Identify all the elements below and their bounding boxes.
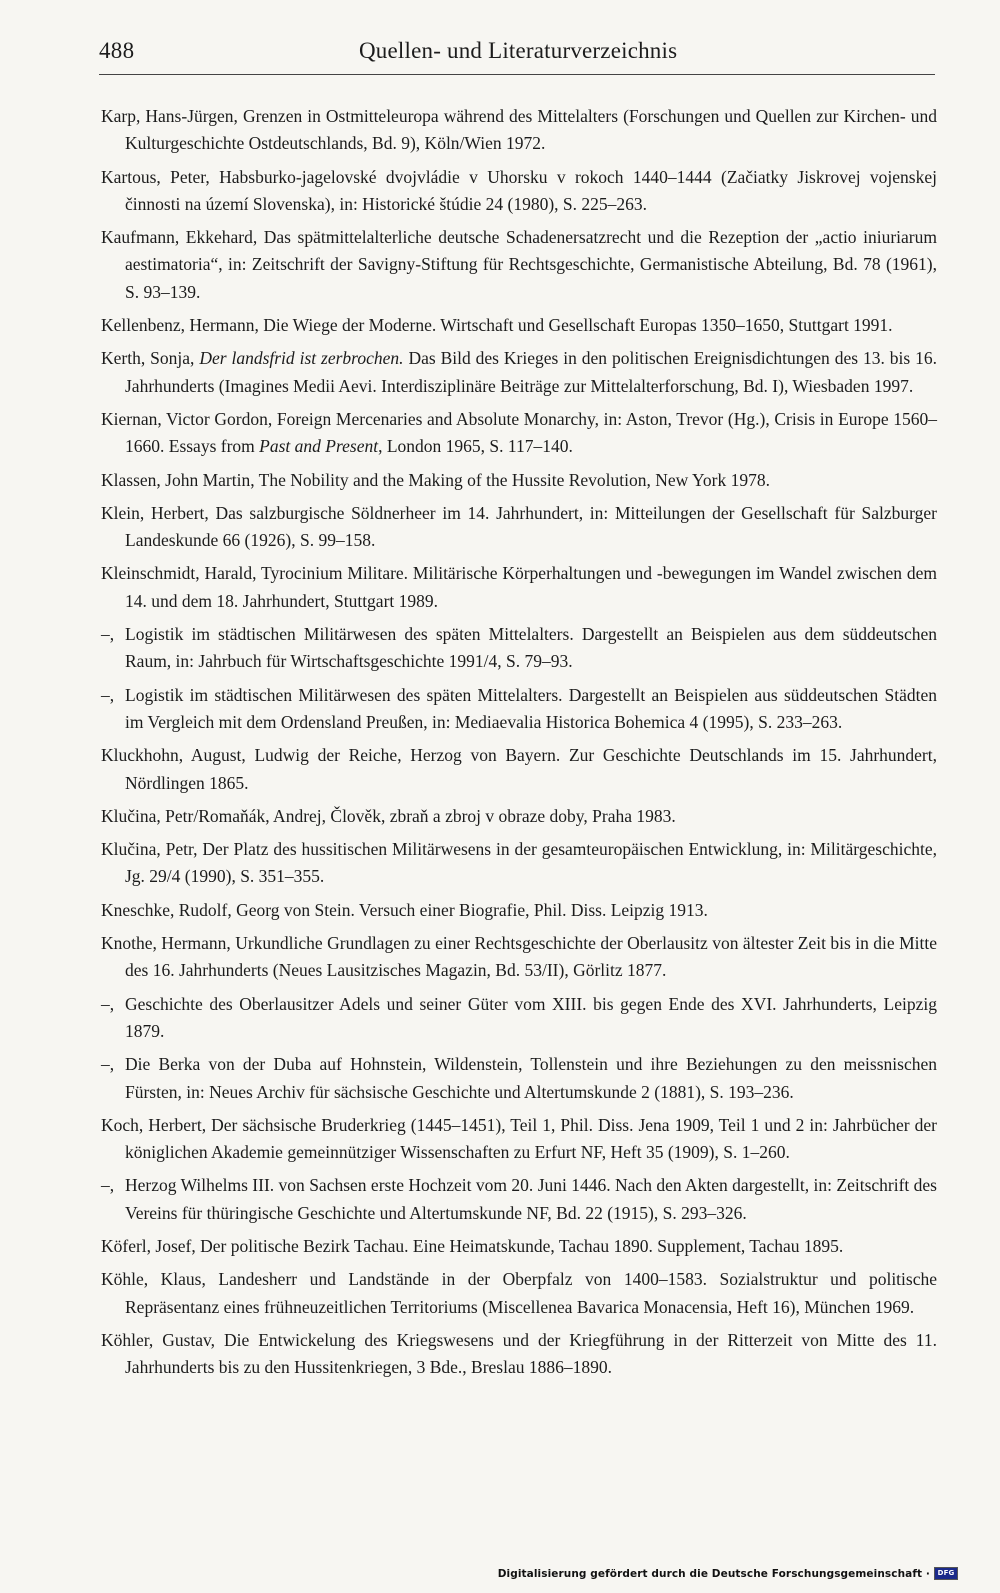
bibliography-entry (101, 621, 937, 676)
bibliography-entry (101, 897, 937, 924)
bibliography-entry (101, 803, 937, 830)
entry-text: Kerth, Sonja, (101, 348, 200, 369)
repeat-author-dash: –, (101, 624, 115, 645)
bibliography-entry (101, 836, 937, 891)
bibliography-entry (101, 930, 937, 985)
bibliography-entry (101, 345, 937, 400)
bibliography-entry (101, 224, 937, 306)
repeat-author-dash: –, (101, 1175, 115, 1196)
entry-text-continued: Das Bild des Krieges in den politischen Ereignisdichtungen des 13. bis 16. Jahrhunderts (Imagines Medii Aevi. Interdisziplinäre Beiträge zur Mittelalterforschung, Bd. I), Wiesbaden 1997. (125, 348, 937, 396)
bibliography-entry (101, 164, 937, 219)
entry-text: Logistik im städtischen Militärwesen des späten Mittelalters. Dargestellt an Beispielen aus dem süddeutschen Raum, in: Jahrbuch für Wirtschaftsgeschichte 1991/4, S. 79–93. (125, 624, 937, 672)
entry-text: Kluckhohn, August, Ludwig der Reiche, Herzog von Bayern. Zur Geschichte Deutschlands im 15. Jahrhundert, Nördlingen 1865. (101, 745, 937, 793)
bibliography-entry (101, 500, 937, 555)
entry-text: Kaufmann, Ekkehard, Das spätmittelalterliche deutsche Schadenersatzrecht und die Rezeption der „actio iniuriarum aestimatoria“, in: Zeitschrift der Savigny-Stiftung für Rechtsgeschichte, Germanistische Abteilung, Bd. 78 (1961), S. 93–139. (101, 227, 937, 302)
bibliography-entry (101, 742, 937, 797)
bibliography-entry (101, 1233, 937, 1260)
bibliography-entry (101, 682, 937, 737)
running-title: Quellen- und Literaturverzeichnis (359, 38, 678, 63)
bibliography-list (101, 103, 937, 1387)
bibliography-entry (101, 1172, 937, 1227)
entry-text: Logistik im städtischen Militärwesen des späten Mittelalters. Dargestellt an Beispielen aus süddeutschen Städten im Vergleich mit dem Ordensland Preußen, in: Mediaevalia Historica Bohemica 4 (1995), S. 233–263. (125, 684, 937, 732)
bibliography-entry (101, 1051, 937, 1106)
bibliography-entry (101, 467, 937, 494)
repeat-author-dash: –, (101, 993, 115, 1014)
entry-text: Klein, Herbert, Das salzburgische Söldnerheer im 14. Jahrhundert, in: Mitteilungen der Gesellschaft für Salzburger Landeskunde 66 (1926), S. 99–158. (101, 502, 937, 551)
entry-text: Köferl, Josef, Der politische Bezirk Tachau. Eine Heimatskunde, Tachau 1890. Supplement, Tachau 1895. (101, 1235, 844, 1256)
bibliography-entry (101, 1327, 937, 1382)
entry-text: Knothe, Hermann, Urkundliche Grundlagen zu einer Rechtsgeschichte der Oberlausitz von ältester Zeit bis in die Mitte des 16. Jahrhunderts (Neues Lausitzisches Magazin, Bd. 53/II), Görlitz 1877. (101, 933, 937, 981)
digitization-credit (498, 1567, 958, 1580)
entry-text: Kiernan, Victor Gordon, Foreign Mercenaries and Absolute Monarchy, in: Aston, Trevor (Hg.), Crisis in Europe 1560–1660. Essays from (101, 408, 937, 457)
page-number: 488 (99, 38, 135, 63)
bibliography-entry (101, 312, 937, 339)
entry-text: Klassen, John Martin, The Nobility and the Making of the Hussite Revolution, New York 1978. (101, 469, 770, 490)
entry-text: Kartous, Peter, Habsburko-jagelovské dvojvládie v Uhorsku v rokoch 1440–1444 (Začiatky Jiskrovej vojenskej činnosti na území Slovenska), in: Historické štúdie 24 (1980), S. 225–263. (101, 166, 937, 214)
header-rule (99, 74, 935, 75)
entry-text: Klučina, Petr, Der Platz des hussitischen Militärwesens in der gesamteuropäischen Entwicklung, in: Militärgeschichte, Jg. 29/4 (1990), S. 351–355. (101, 839, 937, 887)
entry-text: Die Berka von der Duba auf Hohnstein, Wildenstein, Tollenstein und ihre Beziehungen zu den meissnischen Fürsten, in: Neues Archiv für sächsische Geschichte und Altertumskunde 2 (1881), S. 193–236. (125, 1054, 937, 1102)
page-header (99, 38, 935, 74)
entry-text: Köhle, Klaus, Landesherr und Landstände in der Oberpfalz von 1400–1583. Sozialstruktur und politische Repräsentanz eines frühneuzeitlichen Territoriums (Miscellenea Bavarica Monacensia, Heft 16), München 1969. (101, 1269, 937, 1317)
entry-text: Klučina, Petr/Romaňák, Andrej, Člověk, zbraň a zbroj v obraze doby, Praha 1983. (101, 805, 676, 826)
bibliography-entry (101, 1112, 937, 1167)
entry-text: Köhler, Gustav, Die Entwickelung des Kriegswesens und der Kriegführung in der Ritterzeit von Mitte des 11. Jahrhunderts bis zu den Hussitenkriegen, 3 Bde., Breslau 1886–1890. (101, 1329, 937, 1378)
bibliography-entry (101, 103, 937, 158)
repeat-author-dash: –, (101, 1054, 115, 1075)
bibliography-entry (101, 560, 937, 615)
entry-text: Karp, Hans-Jürgen, Grenzen in Ostmitteleuropa während des Mittelalters (Forschungen und Quellen zur Kirchen- und Kulturgeschichte Ostdeutschlands, Bd. 9), Köln/Wien 1972. (101, 106, 937, 154)
entry-text-continued: , London 1965, S. 117–140. (378, 436, 573, 457)
entry-text: Kleinschmidt, Harald, Tyrocinium Militare. Militärische Körperhaltungen und -bewegungen im Wandel zwischen dem 14. und dem 18. Jahrhundert, Stuttgart 1989. (101, 563, 937, 611)
entry-text: Geschichte des Oberlausitzer Adels und seiner Güter vom XIII. bis gegen Ende des XVI. Jahrhunderts, Leipzig 1879. (125, 993, 937, 1041)
dfg-logo-icon: DFG (934, 1567, 958, 1580)
entry-text: Kneschke, Rudolf, Georg von Stein. Versuch einer Biografie, Phil. Diss. Leipzig 1913. (101, 899, 708, 920)
bibliography-entry (101, 1266, 937, 1321)
entry-italic-title: Past and Present (259, 436, 379, 457)
credit-text: Digitalisierung gefördert durch die Deutsche Forschungsgemeinschaft · (497, 1567, 930, 1580)
bibliography-entry (101, 406, 937, 461)
entry-italic-title: Der landsfrid ist zerbrochen. (199, 348, 404, 369)
repeat-author-dash: –, (101, 684, 115, 705)
entry-text: Koch, Herbert, Der sächsische Bruderkrieg (1445–1451), Teil 1, Phil. Diss. Jena 1909, Teil 1 und 2 in: Jahrbücher der königlichen Akademie gemeinnütziger Wissenschaften zu Erfurt NF, Heft 35 (1909), S. 1–260. (101, 1114, 937, 1163)
entry-text: Herzog Wilhelms III. von Sachsen erste Hochzeit vom 20. Juni 1446. Nach den Akten dargestellt, in: Zeitschrift des Vereins für thüringische Geschichte und Altertumskunde NF, Bd. 22 (1915), S. 293–326. (125, 1175, 937, 1223)
entry-text: Kellenbenz, Hermann, Die Wiege der Moderne. Wirtschaft und Gesellschaft Europas 1350–1650, Stuttgart 1991. (101, 315, 893, 336)
bibliography-entry (101, 991, 937, 1046)
